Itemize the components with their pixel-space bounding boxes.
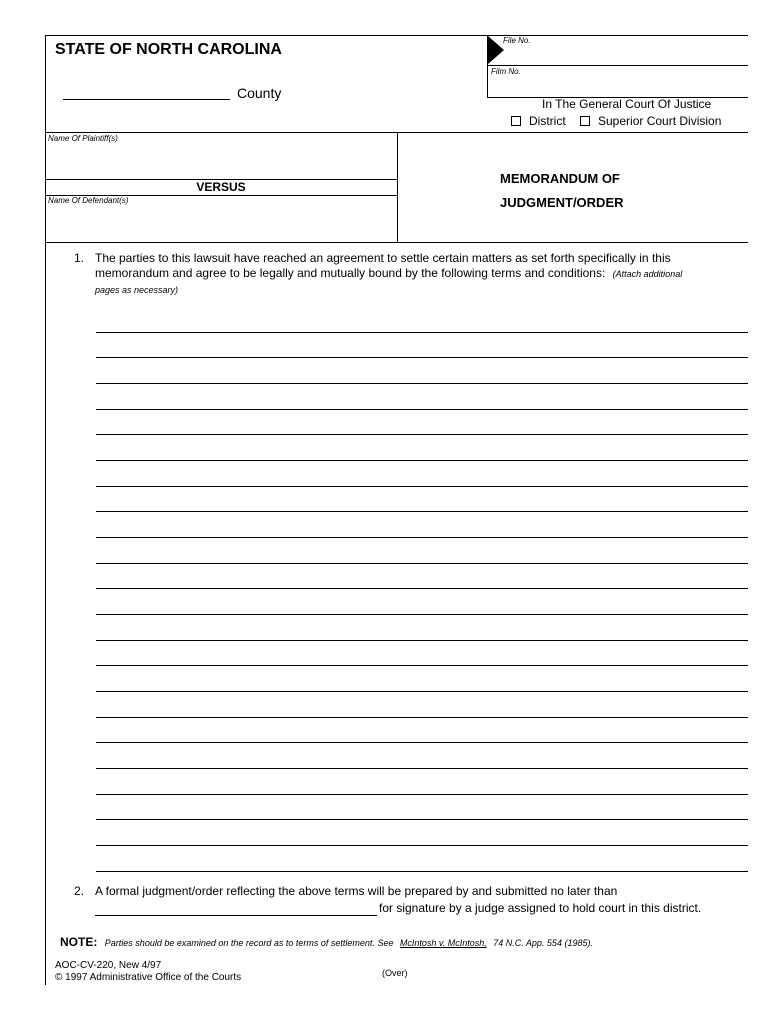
terms-line[interactable]	[96, 383, 748, 384]
note-text: Parties should be examined on the record as to terms of settlement. See	[104, 938, 394, 948]
item1-number: 1.	[74, 251, 85, 265]
file-no-line	[487, 65, 748, 66]
note-line	[60, 933, 593, 951]
terms-line[interactable]	[96, 486, 748, 487]
terms-line[interactable]	[96, 871, 748, 872]
district-label: District	[529, 114, 566, 128]
note-citation: 74 N.C. App. 554 (1985).	[493, 938, 593, 948]
terms-line[interactable]	[96, 434, 748, 435]
terms-line[interactable]	[96, 640, 748, 641]
terms-line[interactable]	[96, 717, 748, 718]
terms-line[interactable]	[96, 537, 748, 538]
note-label: NOTE:	[60, 935, 98, 949]
item1-line2-main: memorandum and agree to be legally and mutually bound by the following terms and conditions:	[95, 266, 606, 280]
superior-court-checkbox[interactable]	[580, 116, 590, 126]
item2-text-line2: for signature by a judge assigned to hold court in this district.	[379, 901, 702, 915]
parties-divider	[397, 132, 398, 242]
item1-note-line2: pages as necessary)	[95, 285, 179, 295]
terms-line[interactable]	[96, 768, 748, 769]
form-title-line1: MEMORANDUM OF	[500, 171, 620, 186]
film-no-label: Film No.	[491, 67, 521, 76]
terms-line[interactable]	[96, 511, 748, 512]
terms-line[interactable]	[96, 409, 748, 410]
district-checkbox[interactable]	[511, 116, 521, 126]
parties-bottom-line	[45, 242, 748, 243]
file-arrow-icon	[488, 36, 504, 64]
copyright: © 1997 Administrative Office of the Courts	[55, 972, 242, 983]
terms-line[interactable]	[96, 332, 748, 333]
state-title: STATE OF NORTH CAROLINA	[55, 41, 282, 58]
form-title-line2: JUDGMENT/ORDER	[500, 195, 624, 210]
defendant-label: Name Of Defendant(s)	[48, 196, 129, 205]
item2-number: 2.	[74, 884, 85, 898]
note-case-name: McIntosh v. McIntosh,	[399, 938, 487, 948]
terms-line[interactable]	[96, 742, 748, 743]
left-border	[45, 35, 46, 985]
versus-label: VERSUS	[196, 180, 246, 194]
superior-court-label: Superior Court Division	[598, 114, 722, 128]
court-title: In The General Court Of Justice	[542, 97, 712, 111]
terms-line[interactable]	[96, 460, 748, 461]
terms-line[interactable]	[96, 845, 748, 846]
terms-line[interactable]	[96, 665, 748, 666]
terms-line[interactable]	[96, 691, 748, 692]
item1-text-line2	[95, 266, 682, 282]
form-id: AOC-CV-220, New 4/97	[55, 960, 162, 971]
file-no-label: File No.	[503, 36, 531, 45]
top-border	[45, 35, 487, 36]
item1-text-line1: The parties to this lawsuit have reached an agreement to settle certain matters as set forth specifically in this	[95, 251, 671, 265]
terms-line[interactable]	[96, 794, 748, 795]
terms-line[interactable]	[96, 357, 748, 358]
terms-line[interactable]	[96, 588, 748, 589]
terms-line[interactable]	[96, 819, 748, 820]
item2-text-line1: A formal judgment/order reflecting the above terms will be prepared by and submitted no later than	[95, 884, 618, 898]
submission-date-line[interactable]	[95, 915, 377, 916]
plaintiff-label: Name Of Plaintiff(s)	[48, 134, 118, 143]
terms-line[interactable]	[96, 614, 748, 615]
over-label: (Over)	[382, 968, 408, 978]
item1-note-inline: (Attach additional	[612, 269, 683, 279]
county-input-line[interactable]	[63, 99, 230, 100]
terms-line[interactable]	[96, 563, 748, 564]
county-label: County	[237, 85, 282, 101]
